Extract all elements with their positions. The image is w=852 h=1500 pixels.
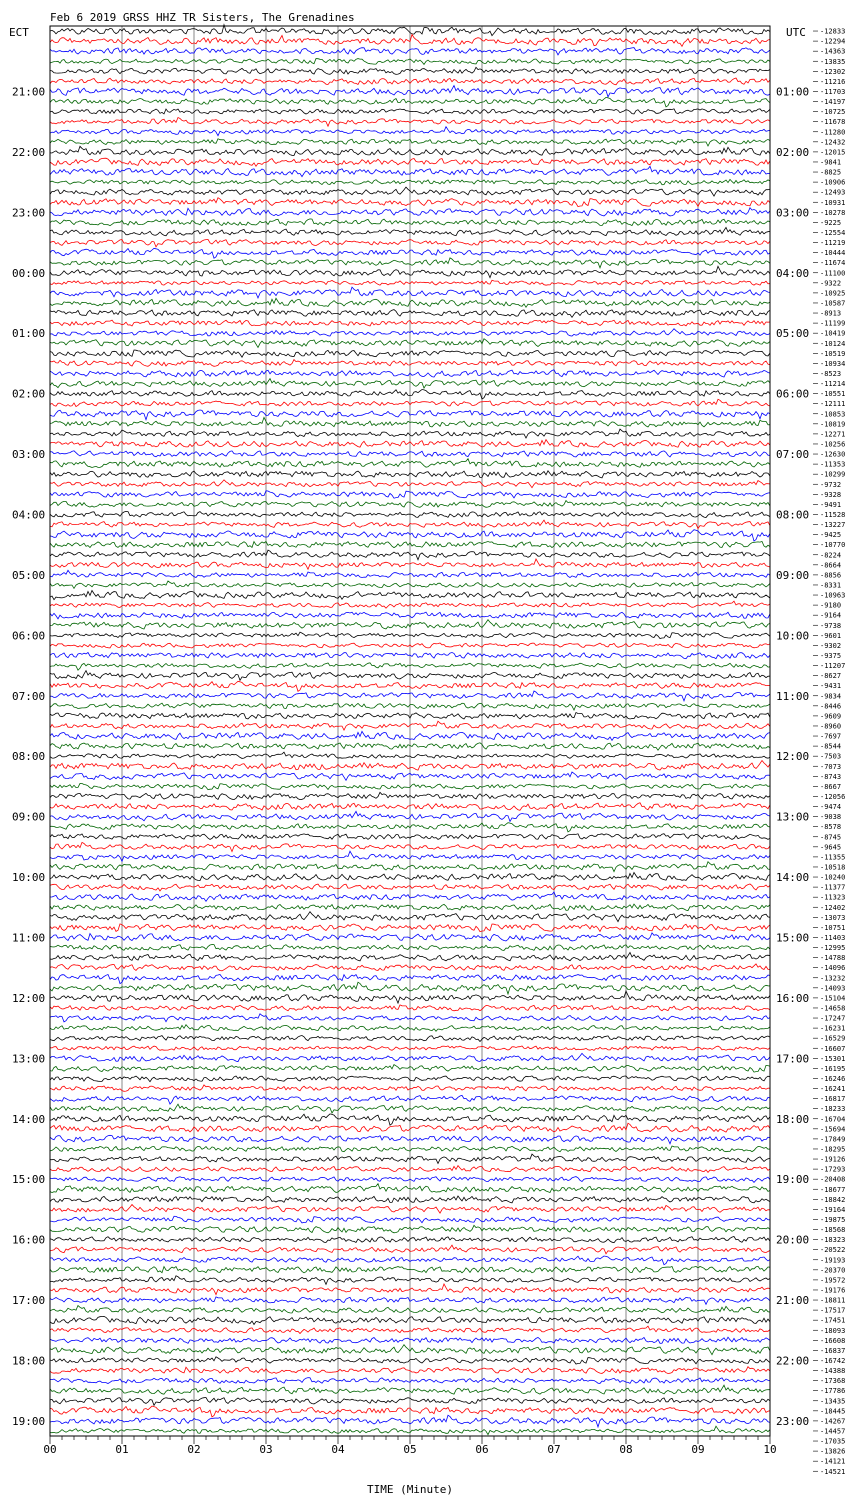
trace-value-label: -18677 [820,1185,846,1194]
right-hour-label: 22:00 [776,1354,810,1368]
left-hour-label: 01:00 [12,327,46,341]
trace-value-label: -14457 [820,1427,846,1436]
right-hour-label: 16:00 [776,991,810,1005]
trace-value-label: -19572 [820,1276,846,1285]
trace-value-label: -10853 [820,410,846,419]
trace-value-label: -9180 [820,601,842,610]
trace-value-label: -12833 [820,27,846,36]
right-hour-label: 21:00 [776,1294,810,1308]
trace-value-label: -18093 [820,1326,846,1335]
left-hour-label: 03:00 [12,448,46,462]
x-tick-label: 10 [763,1443,777,1456]
trace-value-label: -9834 [820,692,842,701]
trace-value-label: -16231 [820,1024,846,1033]
trace-value-label: -14093 [820,984,846,993]
trace-value-label: -8446 [820,702,842,711]
left-hour-label: 00:00 [12,266,46,280]
left-hour-label: 04:00 [12,508,46,522]
trace-value-label: -16246 [820,1074,846,1083]
right-hour-label: 05:00 [776,327,810,341]
trace-value-label: -10551 [820,390,846,399]
x-tick-label: 08 [619,1443,633,1456]
left-axis-label: ECT [9,26,29,39]
trace-value-label: -8825 [820,168,842,177]
trace-value-label: -12302 [820,67,846,76]
trace-value-label: -14521 [820,1467,846,1476]
trace-value-label: -11100 [820,269,846,278]
right-hour-label: 11:00 [776,689,810,703]
trace-value-label: -18842 [820,1195,846,1204]
trace-value-label: -10518 [820,863,846,872]
left-hour-label: 16:00 [12,1233,46,1247]
trace-value-label: -18295 [820,1145,846,1154]
trace-value-label: -11355 [820,853,846,862]
trace-value-label: -9609 [820,712,842,721]
trace-value-label: -12432 [820,138,846,147]
trace-value-label: -10444 [820,249,846,258]
trace-value-label: -18323 [820,1236,846,1245]
trace-value-label: -17368 [820,1377,846,1386]
trace-value-label: -16607 [820,1044,846,1053]
trace-value-label: -12402 [820,903,846,912]
left-hour-label: 02:00 [12,387,46,401]
trace-value-label: -14363 [820,47,846,56]
trace-value-label: -16704 [820,1115,846,1124]
trace-value-label: -8913 [820,309,842,318]
right-axis-label: UTC [786,26,806,39]
trace-value-label: -8960 [820,722,842,731]
right-hour-label: 03:00 [776,206,810,220]
trace-value-label: -17849 [820,1135,846,1144]
trace-value-label: -9375 [820,651,842,660]
left-hour-labels [12,85,45,1427]
x-tick-label: 03 [259,1443,273,1456]
trace-value-label: -18568 [820,1226,846,1235]
trace-value-label: -16817 [820,1095,846,1104]
minute-gridlines [122,26,698,1436]
left-hour-label: 10:00 [12,871,46,885]
trace-value-label: -12056 [820,792,846,801]
trace-value-label: -9328 [820,490,842,499]
right-hour-label: 19:00 [776,1173,810,1187]
trace-value-label: -10925 [820,289,846,298]
right-hour-label: 12:00 [776,750,810,764]
left-hour-label: 08:00 [12,750,46,764]
trace-value-label: -10278 [820,208,846,217]
trace-value-label: -17293 [820,1165,846,1174]
trace-value-label: -12271 [820,430,846,439]
left-hour-label: 23:00 [12,206,46,220]
trace-value-label: -8627 [820,672,842,681]
x-tick-label: 05 [403,1443,417,1456]
x-tick-label: 00 [43,1443,57,1456]
trace-value-label: -19176 [820,1286,846,1295]
trace-value-label: -8856 [820,571,842,580]
right-hour-label: 15:00 [776,931,810,945]
trace-value-label: -17247 [820,1014,846,1023]
trace-value-label: -19875 [820,1215,846,1224]
trace-value-label: -17786 [820,1387,846,1396]
left-hour-label: 12:00 [12,991,46,1005]
trace-value-label: -13435 [820,1397,846,1406]
trace-value-label: -10587 [820,299,846,308]
trace-value-label: -7697 [820,732,842,741]
trace-value-label: -17035 [820,1437,846,1446]
trace-value-label: -8667 [820,782,842,791]
trace-value-label: -11377 [820,883,846,892]
trace-value-label: -12630 [820,450,846,459]
trace-value-label: -11703 [820,87,846,96]
trace-value-label: -17517 [820,1306,846,1315]
left-hour-label: 17:00 [12,1294,46,1308]
trace-value-label: -13232 [820,974,846,983]
trace-value-label: -11219 [820,239,846,248]
right-hour-label: 06:00 [776,387,810,401]
trace-value-label: -10906 [820,178,846,187]
trace-value-label: -9425 [820,531,842,540]
left-hour-label: 15:00 [12,1173,46,1187]
trace-value-label: -10819 [820,420,846,429]
trace-value-label: -11207 [820,662,846,671]
trace-value-label: -11199 [820,319,846,328]
trace-value-label: -14658 [820,1004,846,1013]
trace-value-label: -16195 [820,1064,846,1073]
trace-value-label: -9474 [820,803,842,812]
left-hour-label: 05:00 [12,568,46,582]
x-tick-label: 09 [691,1443,705,1456]
left-hour-label: 06:00 [12,629,46,643]
trace-value-label: -14388 [820,1367,846,1376]
trace-value-label: -8664 [820,561,842,570]
trace-value-label: -7073 [820,762,842,771]
left-hour-label: 07:00 [12,689,46,703]
right-hour-label: 02:00 [776,145,810,159]
trace-value-label: -10751 [820,923,846,932]
trace-value-label: -13227 [820,521,846,530]
trace-value-label: -10240 [820,873,846,882]
right-hour-label: 13:00 [776,810,810,824]
trace-value-label: -12294 [820,37,846,46]
trace-value-label: -12995 [820,944,846,953]
trace-value-label: -10419 [820,329,846,338]
right-hour-label: 18:00 [776,1112,810,1126]
trace-value-labels [813,28,845,1476]
trace-value-label: -11353 [820,460,846,469]
trace-value-label: -10519 [820,349,846,358]
trace-value-label: -11323 [820,893,846,902]
trace-value-label: -9645 [820,843,842,852]
trace-value-label: -14788 [820,954,846,963]
trace-value-label: -20408 [820,1175,846,1184]
trace-value-label: -10770 [820,541,846,550]
trace-value-label: -9841 [820,158,842,167]
right-hour-label: 04:00 [776,266,810,280]
trace-value-label: -8745 [820,833,842,842]
trace-value-label: -11216 [820,77,846,86]
trace-value-label: -10725 [820,108,846,117]
left-hour-label: 21:00 [12,85,46,99]
trace-value-label: -18445 [820,1407,846,1416]
x-tick-label: 04 [331,1443,345,1456]
x-tick-label: 06 [475,1443,489,1456]
trace-value-label: -15301 [820,1054,846,1063]
trace-value-label: -17451 [820,1316,846,1325]
trace-value-label: -14267 [820,1417,846,1426]
trace-value-label: -16837 [820,1346,846,1355]
trace-value-label: -19193 [820,1256,846,1265]
right-hour-label: 14:00 [776,871,810,885]
trace-value-label: -9164 [820,611,842,620]
trace-value-label: -10934 [820,359,846,368]
trace-value-label: -9738 [820,621,842,630]
trace-value-label: -8544 [820,742,842,751]
trace-value-label: -13826 [820,1447,846,1456]
trace-value-label: -16608 [820,1336,846,1345]
trace-value-label: -9491 [820,500,842,509]
right-hour-label: 01:00 [776,85,810,99]
trace-value-label: -20522 [820,1246,846,1255]
x-axis-label: TIME (Minute) [366,1483,454,1496]
trace-value-label: -8331 [820,581,842,590]
right-hour-label: 08:00 [776,508,810,522]
trace-value-label: -19126 [820,1155,846,1164]
trace-value-label: -8578 [820,823,842,832]
chart-title: Feb 6 2019 GRSS HHZ TR Sisters, The Grenadines [50,11,355,24]
left-hour-label: 13:00 [12,1052,46,1066]
trace-value-label: -9431 [820,682,842,691]
left-hour-label: 11:00 [12,931,46,945]
right-hour-label: 09:00 [776,568,810,582]
trace-value-label: -9038 [820,813,842,822]
trace-value-label: -13835 [820,57,846,66]
trace-value-label: -12111 [820,400,846,409]
trace-value-label: -20370 [820,1266,846,1275]
trace-value-label: -13073 [820,913,846,922]
trace-value-label: -15104 [820,994,846,1003]
left-hour-label: 14:00 [12,1112,46,1126]
trace-value-label: -9322 [820,279,842,288]
trace-value-label: -9225 [820,218,842,227]
trace-value-label: -14096 [820,964,846,973]
trace-value-label: -8523 [820,369,842,378]
trace-value-label: -9732 [820,480,842,489]
x-axis [43,1436,776,1456]
trace-value-label: -10931 [820,198,846,207]
trace-value-label: -16742 [820,1356,846,1365]
trace-value-label: -10124 [820,339,846,348]
trace-value-label: -16529 [820,1034,846,1043]
right-hour-label: 10:00 [776,629,810,643]
trace-value-label: -7503 [820,752,842,761]
trace-value-label: -10256 [820,440,846,449]
trace-value-label: -16241 [820,1085,846,1094]
x-tick-label: 07 [547,1443,561,1456]
trace-value-label: -14197 [820,98,846,107]
left-hour-label: 18:00 [12,1354,46,1368]
x-tick-label: 02 [187,1443,201,1456]
trace-value-label: -11678 [820,118,846,127]
right-hour-label: 17:00 [776,1052,810,1066]
left-hour-label: 09:00 [12,810,46,824]
trace-value-label: -11214 [820,380,846,389]
trace-value-label: -14121 [820,1457,846,1466]
right-hour-label: 23:00 [776,1414,810,1428]
trace-value-label: -11674 [820,259,846,268]
trace-value-label: -19164 [820,1205,846,1214]
trace-value-label: -10963 [820,591,846,600]
trace-value-label: -11528 [820,510,846,519]
trace-value-label: -8224 [820,551,842,560]
trace-value-label: -18233 [820,1105,846,1114]
right-hour-label: 07:00 [776,448,810,462]
trace-value-label: -11403 [820,933,846,942]
trace-value-label: -8743 [820,772,842,781]
left-hour-label: 19:00 [12,1414,46,1428]
trace-value-label: -9302 [820,641,842,650]
right-hour-labels [776,85,809,1427]
trace-value-label: -9601 [820,631,842,640]
trace-value-label: -12015 [820,148,846,157]
trace-value-label: -18811 [820,1296,846,1305]
left-hour-label: 22:00 [12,145,46,159]
trace-value-label: -11280 [820,128,846,137]
trace-value-label: -12554 [820,228,846,237]
trace-value-label: -10299 [820,470,846,479]
trace-value-label: -15694 [820,1125,846,1134]
trace-value-label: -12493 [820,188,846,197]
right-hour-label: 20:00 [776,1233,810,1247]
x-tick-label: 01 [115,1443,129,1456]
